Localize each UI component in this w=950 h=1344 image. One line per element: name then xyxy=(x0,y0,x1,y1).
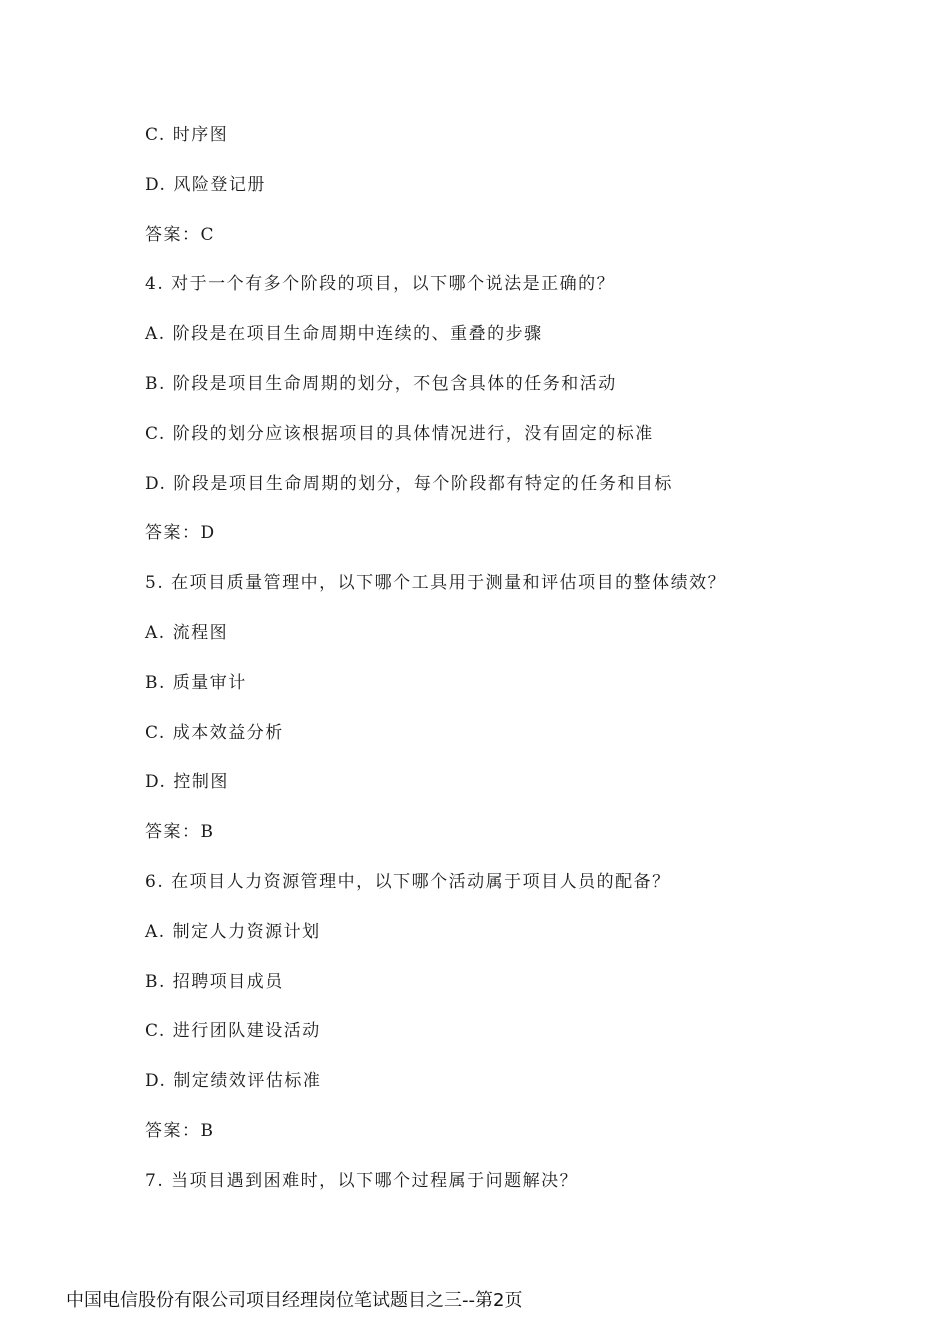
option-line: D. 阶段是项目生命周期的划分，每个阶段都有特定的任务和目标 xyxy=(145,473,673,494)
option-line: D. 控制图 xyxy=(145,772,229,793)
option-line: B. 质量审计 xyxy=(145,672,247,693)
option-line: B. 阶段是项目生命周期的划分，不包含具体的任务和活动 xyxy=(145,373,617,394)
answer-line: 答案：C xyxy=(145,224,216,245)
question-line: 6. 在项目人力资源管理中，以下哪个活动属于项目人员的配备？ xyxy=(145,871,671,892)
answer-line: 答案：B xyxy=(145,822,215,843)
option-line: C. 时序图 xyxy=(145,125,229,145)
question-line: 7. 当项目遇到困难时，以下哪个过程属于问题解决？ xyxy=(145,1170,579,1191)
question-line: 5. 在项目质量管理中，以下哪个工具用于测量和评估项目的整体绩效？ xyxy=(145,573,727,594)
answer-line: 答案：B xyxy=(145,1120,215,1141)
option-line: B. 招聘项目成员 xyxy=(145,971,284,992)
page-footer: 中国电信股份有限公司项目经理岗位笔试题目之三--第2页 xyxy=(66,1290,523,1311)
option-line: A. 阶段是在项目生命周期中连续的、重叠的步骤 xyxy=(145,324,543,345)
question-content xyxy=(145,122,865,1218)
option-line: A. 制定人力资源计划 xyxy=(145,921,321,942)
option-line: D. 制定绩效评估标准 xyxy=(145,1071,322,1092)
option-line: D. 风险登记册 xyxy=(145,174,266,195)
option-line: C. 进行团队建设活动 xyxy=(145,1021,321,1042)
option-line: A. 流程图 xyxy=(145,622,229,643)
question-line: 4. 对于一个有多个阶段的项目，以下哪个说法是正确的？ xyxy=(145,274,616,295)
option-line: C. 阶段的划分应该根据项目的具体情况进行，没有固定的标准 xyxy=(145,423,654,444)
answer-line: 答案：D xyxy=(145,523,216,544)
option-line: C. 成本效益分析 xyxy=(145,722,284,743)
